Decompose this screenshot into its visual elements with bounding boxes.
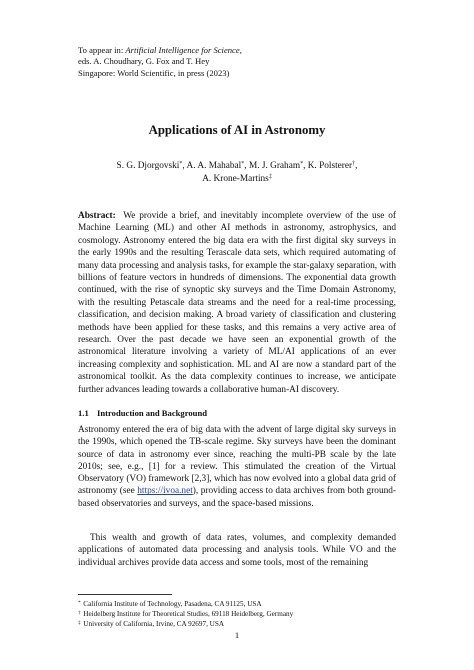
- footnote: ‡ University of California, Irvine, CA 92697, USA: [78, 620, 225, 629]
- editors-line: eds. A. Choudhary, G. Fox and T. Hey: [78, 56, 210, 67]
- author: M. J. Graham*,: [248, 161, 308, 171]
- section-number: 1.1: [78, 408, 89, 418]
- paper-title: Applications of AI in Astronomy: [148, 123, 326, 137]
- author: K. Polsterer†,: [307, 161, 358, 171]
- body-paragraph: This wealth and growth of data rates, volumes, and complexity demanded applications of automated data processing and analysis tools. While VO and the individual archives provide data access and some tools, most of the remaining: [78, 533, 396, 568]
- footnotes: [78, 599, 396, 630]
- footnote: † Heidelberg Institute for Theoretical Studies, 69118 Heidelberg, Germany: [78, 610, 294, 619]
- publication-note: [78, 45, 438, 79]
- abstract-label: Abstract:: [78, 211, 116, 221]
- publisher-line: Singapore: World Scientific, in press (2023): [78, 67, 230, 78]
- venue-suffix: ,: [239, 45, 242, 55]
- author: S. G. Djorgovski*,: [116, 161, 187, 171]
- venue-title: Artificial Intelligence for Science: [125, 45, 240, 55]
- section-title: Introduction and Background: [97, 408, 208, 418]
- author: A. A. Mahabal*,: [186, 161, 249, 171]
- page-number: 1: [234, 630, 240, 640]
- abstract: [78, 210, 396, 396]
- footnote-divider: [78, 594, 172, 595]
- author: A. Krone-Martins‡: [202, 173, 272, 184]
- section-heading: [78, 408, 396, 419]
- venue-prefix: To appear in:: [78, 45, 126, 55]
- publication-venue-line: [78, 45, 438, 56]
- body-paragraph: Astronomy entered the era of big data with the advent of large digital sky surveys in the 1990s, which opened the TB-scale regime. Sky surveys have been the dominant source of data in astronomy ever since, reaching the multi-PB scale by the late 2010s; see, e.g., [1] for a review. This stimulated the creation of the Virtual Observatory (VO) framework [2,3], which has now evolved into a global data grid of astronomy (see https://ivoa.net), providing access to data archives from both ground-based observatories and surveys, and the space-based missions.: [78, 425, 396, 509]
- footnote: * California Institute of Technology, Pasadena, CA 91125, USA: [78, 600, 262, 608]
- abstract-text: We provide a brief, and inevitably incomplete overview of the use of Machine Learning (ML) and other AI methods in astronomy, astrophysics, and cosmology. Astronomy entered the big data era with the first digital sky surveys in the early 1990s and the resulting Terascale data sets, which required automating of many data processing and analysis tasks, for example the star-galaxy separation, with billions of feature vectors in hundreds of dimensions. The exponential data growth continued, with the rise of synoptic sky surveys and the Time Domain Astronomy, with the resulting Petascale data streams and the need for a real-time processing, classification, and decision making. A broad variety of classification and clustering methods have been applied for these tasks, and this remains a very active area of research. Over the past decade we have seen an exponential growth of the astronomical literature involving a variety of ML/AI applications of an ever increasing complexity and sophistication. ML and AI are now a standard part of the astronomical toolkit. As the data complexity continues to increase, we anticipate further advances leading towards a collaborative human-AI discovery.: [78, 211, 397, 395]
- author-list: [78, 160, 396, 185]
- ivoa-link[interactable]: https://ivoa.net: [137, 486, 193, 497]
